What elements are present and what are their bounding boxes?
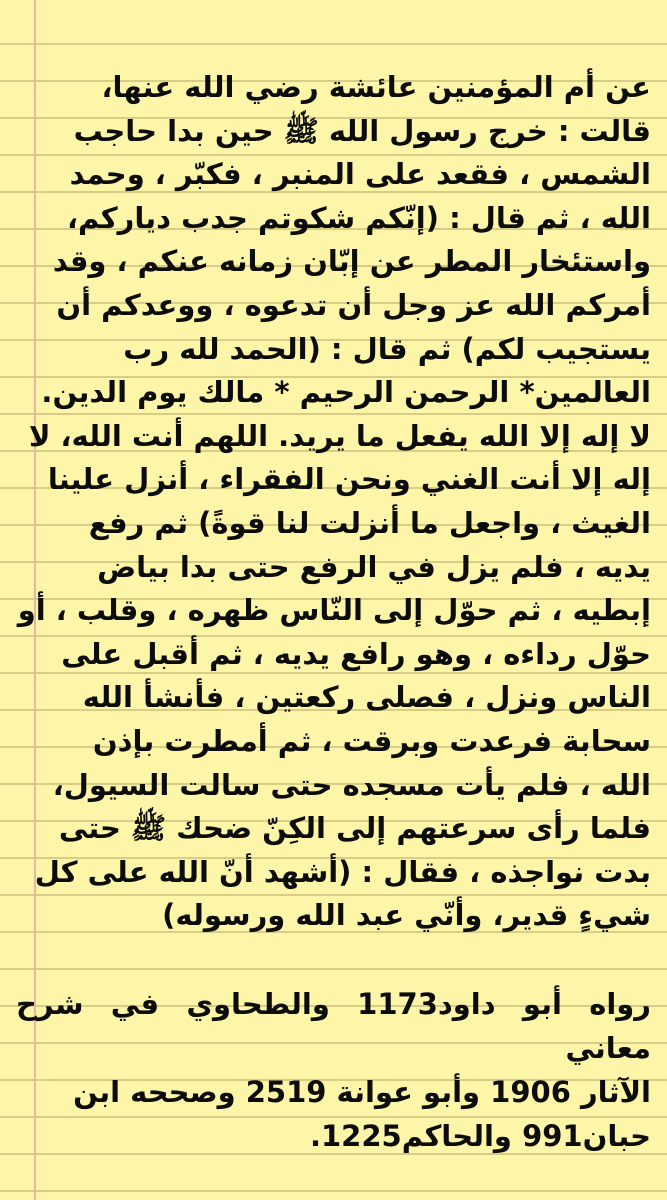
hadith-text: عن أم المؤمنين عائشة رضي الله عنها، قالت : خرج رسول الله ﷺ حين بدا حاجب الشمس ، فقعد على المنبر ، فكبّر ، وحمد الله ، ثم قال : (إنّكم شكوتم جدب دياركم، واستئخار المطر عن إبّان زمانه عنكم ، وقد أمركم الله عز وجل أن تدعوه ، ووعدكم أن يستجيب لكم) ثم قال : (الحمد لله رب العالمين* الرحمن الرحيم * مالك يوم الدين. لا إله إلا الله يفعل ما يريد. اللهم أنت الله، لا إله إلا أنت الغني ونحن الفقراء ، أنزل علينا الغيث ، واجعل ما أنزلت لنا قوةً) ثم رفع يديه ، فلم يزل في الرفع حتى بدا بياض إبطيه ، ثم حوّل إلى النّاس ظهره ، وقلب ، أو حوّل رداءه ، وهو رافع يديه ، ثم أقبل على الناس ونزل ، فصلى ركعتين ، فأنشأ الله سحابة فرعدت وبرقت ، ثم أمطرت بإذن الله ، فلم يأت مسجده حتى سالت السيول، فلما رأى سرعتهم إلى الكِنّ ضحك ﷺ حتى بدت نواجذه ، فقال : (أشهد أنّ الله على كل شيءٍ قدير، وأنّي عبد الله ورسوله) xyxy=(17,70,651,933)
note-page xyxy=(14,66,653,1180)
source-citation: رواه أبو داود1173 والطحاوي في شرح معاني الآثار 1906 وأبو عوانة 2519 وصححه ابن حبان991 والحاكم1225. xyxy=(16,986,651,1153)
